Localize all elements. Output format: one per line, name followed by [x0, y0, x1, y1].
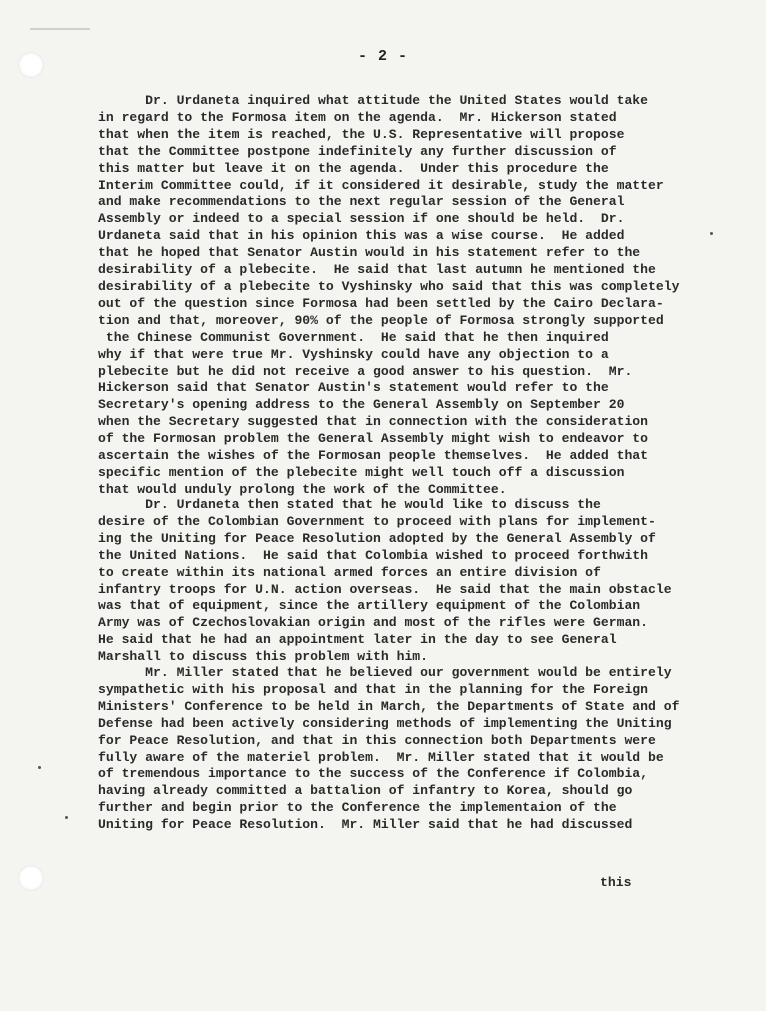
punch-hole-bottom	[18, 865, 44, 891]
paragraph-miller: Mr. Miller stated that he believed our government would be entirely sympathetic with his proposal and that in the planning for the Foreign Ministers' Conference to be held in March, the Departments of State and of Defense had been actively considering methods of implementing the Uniting for Peace Resolution, and that in this connection both Departments were fully aware of the materiel problem. Mr. Miller stated that it would be of tremendous importance to the success of the Conference if Colombia, having already committed a battalion of infantry to Korea, should go further and begin prior to the Conference the implementaion of the Uniting for Peace Resolution. Mr. Miller said that he had discussed	[98, 665, 680, 833]
ink-speck	[38, 766, 41, 769]
page-number: - 2 -	[357, 48, 408, 65]
paragraph-colombian-government: Dr. Urdaneta then stated that he would like to discuss the desire of the Colombian Government to proceed with plans for implement- ing the Uniting for Peace Resolution adopted by the General Assembly of the United Nations. He said that Colombia wished to proceed forthwith to create within its national armed forces an entire division of infantry troops for U.N. action overseas. He said that the main obstacle was that of equipment, since the artillery equipment of the Colombian Army was of Czechoslovakian origin and most of the rifles were German. He said that he had an appointment later in the day to see General Marshall to discuss this problem with him.	[98, 497, 672, 665]
catchword: this	[600, 875, 632, 890]
paper-mark	[30, 28, 90, 30]
ink-speck	[710, 232, 713, 235]
ink-speck	[65, 816, 68, 819]
paragraph-formosa: Dr. Urdaneta inquired what attitude the United States would take in regard to the Formosa item on the agenda. Mr. Hickerson stated that when the item is reached, the U.S. Representative will propose that the Committee postpone indefinitely any further discussion of this matter but leave it on the agenda. Under this procedure the Interim Committee could, if it considered it desirable, study the matter and make recommendations to the next regular session of the General Assembly or indeed to a special session if one should be held. Dr. Urdaneta said that in his opinion this was a wise course. He added that he hoped that Senator Austin would in his statement refer to the desirability of a plebecite. He said that last autumn he mentioned the desirability of a plebecite to Vyshinsky who said that this was completely out of the question since Formosa had been settled by the Cairo Declara- tion and that, moreover, 90% of the people of Formosa strongly supported the Chinese Communist Government. He said that he then inquired why if that were true Mr. Vyshinsky could have any objection to a plebecite but he did not receive a good answer to his question. Mr. Hickerson said that Senator Austin's statement would refer to the Secretary's opening address to the General Assembly on September 20 when the Secretary suggested that in connection with the consideration of the Formosan problem the General Assembly might wish to endeavor to ascertain the wishes of the Formosan people themselves. He added that specific mention of the plebecite might well touch off a discussion that would unduly prolong the work of the Committee.	[98, 93, 680, 497]
